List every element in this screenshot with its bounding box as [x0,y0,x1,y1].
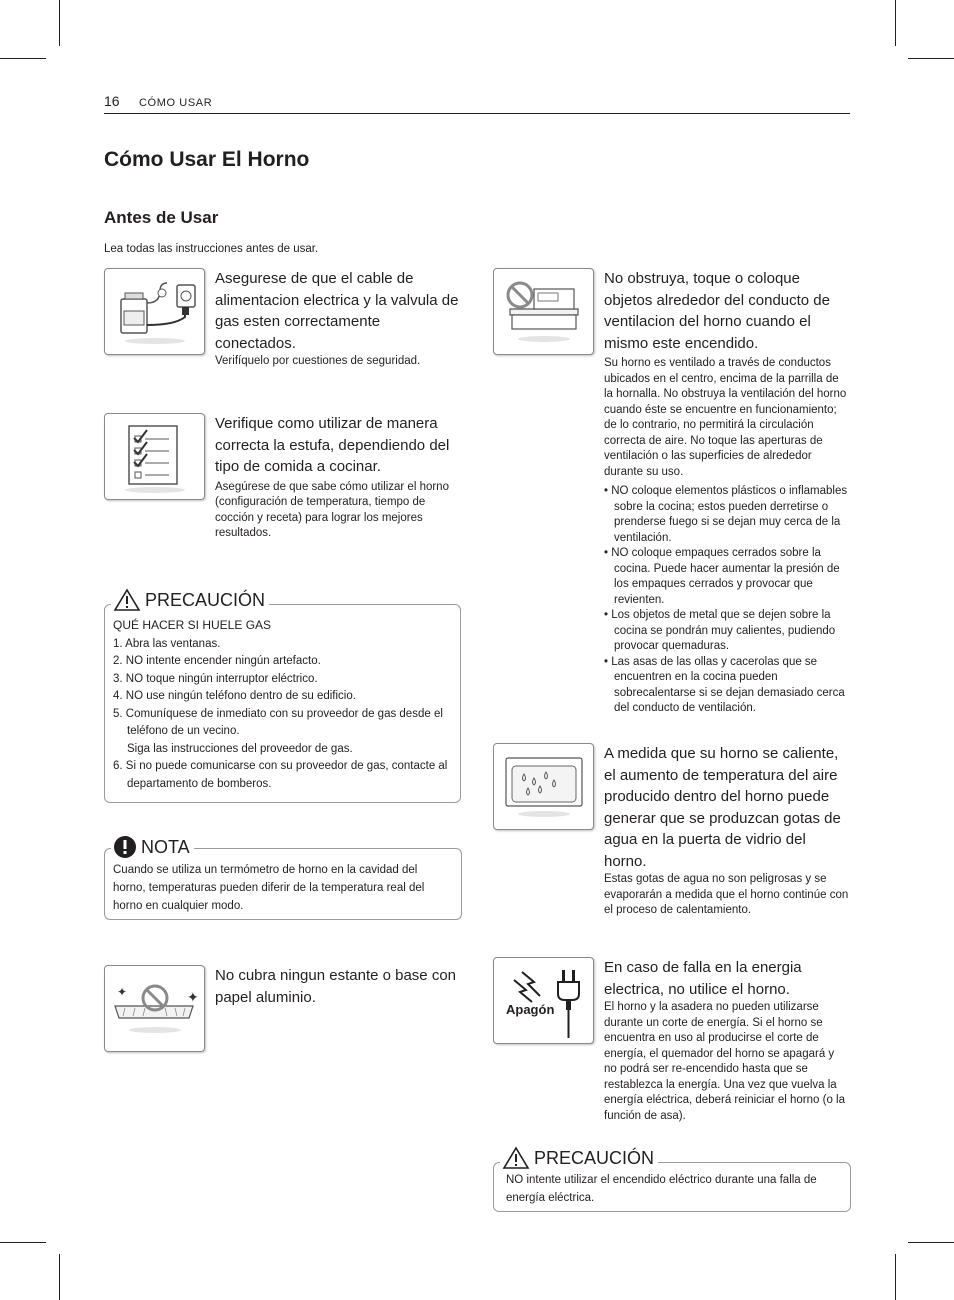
intro-text: Lea todas las instrucciones antes de usar. [104,243,319,255]
page-header [104,93,850,114]
crop-mark [895,1254,896,1300]
crop-mark [59,1254,60,1300]
instruction-body: Verifíquelo por cuestiones de seguridad. [215,355,421,367]
list-item: 5. Comuníquese de inmediato con su proveedor de gas desde el teléfono de un vecino. [113,707,443,737]
power-outage-label: Apagón [506,1002,555,1017]
instruction-body: Su horno es ventilado a través de conductos ubicados en el centro, encima de la parrilla de la hornalla. No obstruya la ventilación del horno cuando éste se encuentre en funcionamiento; de lo contrario, no permitirá la circulación correcta de aire. No toque las aperturas de ventilación o las superficies de alrededor durante su uso. [604,357,847,478]
no-obstruct-vent-icon [493,268,594,355]
note-text: Cuando se utiliza un termómetro de horno en la cavidad del horno, temperaturas pueden diferir de la temperatura real del horno en cualquier modo. [113,864,425,912]
checklist-icon [104,413,205,500]
list-item: • Los objetos de metal que se dejen sobre la cocina se pondrán muy calientes, pudiendo provocar quemaduras. [604,609,836,652]
section-name: CÓMO USAR [139,97,213,109]
caution-box-ignition [493,1147,851,1212]
section-subtitle: Antes de Usar [104,208,219,227]
instruction-title: A medida que su horno se caliente, el aumento de temperatura del aire producido dentro del horno puede generar que se produzcan gotas de agua en la puerta de vidrio del horno. [604,745,841,870]
instruction-title: No cubra ningun estante o base con papel aluminio. [215,967,457,1006]
instruction-body: Asegúrese de que sabe cómo utilizar el horno (configuración de temperatura, tiempo de cocción y receta) para lograr los mejores resultados. [215,480,449,539]
oven-door-droplets-icon [493,743,594,830]
crop-mark [59,0,60,46]
plug-gas-icon [104,268,205,355]
warning-triangle-icon [502,1146,530,1170]
gas-steps-list [113,636,452,794]
instruction-title: No obstruya, toque o coloque objetos alrededor del conducto de ventilacion del horno cuando el mismo este encendido. [604,270,830,352]
list-item: Siga las instrucciones del proveedor de gas. [127,742,353,755]
caution-heading: QUÉ HACER SI HUELE GAS [113,618,272,632]
list-item: 3. NO toque ningún interruptor eléctrico. [113,672,318,685]
crop-mark [895,0,896,46]
list-item: • NO coloque elementos plásticos o inflamables sobre la cocina; estos pueden derretirse o prenderse fuego si se dejan muy cerca de la ventilación. [604,485,848,544]
caution-legend [500,1146,658,1170]
power-outage-plug-icon [493,957,594,1044]
list-item: 6. Si no puede comunicarse con su proveedor de gas, contacte al departamento de bomberos. [113,760,448,790]
caution-label: PRECAUCIÓN [145,589,266,610]
ventilation-bullets [604,484,850,717]
list-item: • Las asas de las ollas y cacerolas que se encuentren en la cocina pueden sobrecalentarse si se dejan demasiado cerca del conducto de ventilación. [604,655,845,714]
caution-text: NO intente utilizar el encendido eléctrico durante una falla de energía eléctrica. [506,1174,817,1204]
page-title: Cómo Usar El Horno [104,148,310,171]
exclamation-circle-icon [113,835,137,859]
list-item: 1. Abra las ventanas. [113,637,221,650]
note-box [104,836,462,920]
caution-box-gas [104,589,461,803]
note-legend [111,835,194,859]
list-item: • NO coloque empaques cerrados sobre la cocina. Puede hacer aumentar la presión de los empaques cerrados y provocar que revienten. [604,547,840,606]
crop-mark [908,1242,954,1243]
warning-triangle-icon [113,588,141,612]
instruction-body: Estas gotas de agua no son peligrosas y se evaporarán a medida que el horno continúe con el proceso de calentamiento. [604,873,849,916]
list-item: 2. NO intente encender ningún artefacto. [113,655,321,667]
note-label: NOTA [141,836,190,857]
list-item: 4. NO use ningún teléfono dentro de su edificio. [113,690,356,702]
crop-mark [908,58,954,59]
instruction-title: Verifique como utilizar de manera correcta la estufa, dependiendo del tipo de comida a cocinar. [215,415,450,475]
svg-text:✦: ✦ [187,989,199,1005]
instruction-body: El horno y la asadera no pueden utilizarse durante un corte de energía. Si el horno se encuentra en uso al producirse el corte de energía, el quemador del horno se apagará y no podrá ser re-encendido hasta que se restablezca la energía. Una vez que vuelva la energía eléctrica, deberá reiniciar el horno (o la función de asa). [604,1001,845,1122]
caution-label: PRECAUCIÓN [534,1147,655,1168]
caution-legend [111,588,269,612]
no-foil-icon [104,965,205,1052]
svg-text:✦: ✦ [117,985,128,999]
crop-mark [0,58,46,59]
page-number: 16 [104,93,120,109]
instruction-title: En caso de falla en la energia electrica, no utilice el horno. [604,959,802,998]
crop-mark [0,1242,46,1243]
instruction-title: Asegurese de que el cable de alimentacion electrica y la valvula de gas esten correctamente conectados. [215,270,459,352]
